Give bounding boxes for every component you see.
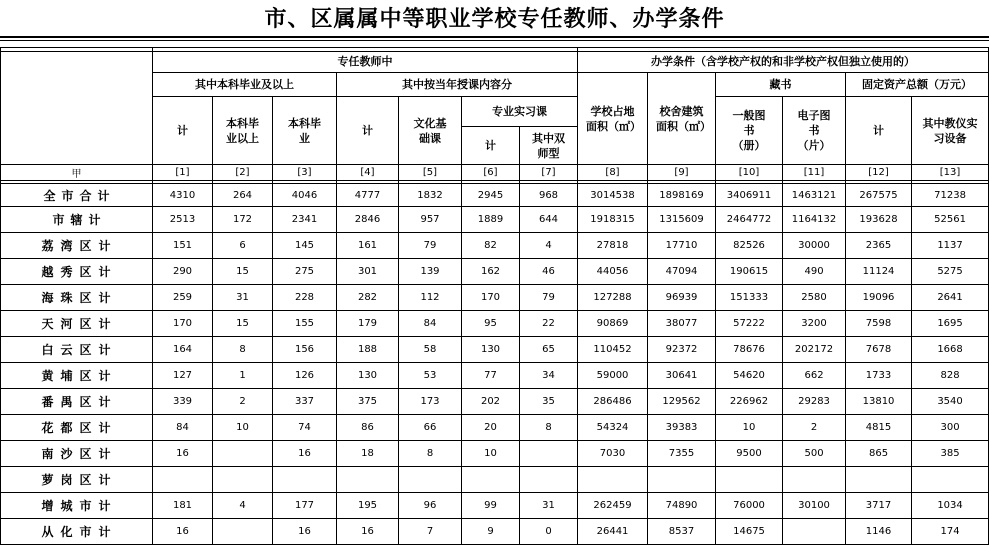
data-cell: 7355 [648,441,716,467]
data-cell: 957 [399,207,462,233]
data-cell: 162 [462,259,520,285]
data-cell: 35 [520,389,578,415]
table-row [1,259,989,285]
practice-group-header: 专业实习课 [462,97,578,127]
data-cell: 59000 [578,363,648,389]
column-index-row [1,165,989,181]
table-row [1,389,989,415]
table-row [1,493,989,519]
data-cell: 375 [337,389,399,415]
data-cell: 173 [399,389,462,415]
table-row [1,233,989,259]
data-cell: 3406911 [716,184,783,207]
data-cell: 130 [337,363,399,389]
data-cell: 130 [462,337,520,363]
data-cell: 164 [153,337,213,363]
data-cell: 151 [153,233,213,259]
data-cell: 27818 [578,233,648,259]
data-cell: 170 [462,285,520,311]
table-row [1,207,989,233]
data-cell: 95 [462,311,520,337]
data-cell: 34 [520,363,578,389]
column-index-cell: [2] [213,165,273,181]
data-cell: 16 [273,519,337,545]
data-cell: 1034 [912,493,989,519]
bachelor-header: 本科毕业 [273,97,337,165]
row-label: 天河区计 [1,311,153,337]
data-cell: 4046 [273,184,337,207]
data-cell: 259 [153,285,213,311]
table-row [1,415,989,441]
data-cell: 92372 [648,337,716,363]
above-bachelor-header: 本科毕业以上 [213,97,273,165]
practice-total-header: 计 [462,127,520,165]
row-label: 市辖计 [1,207,153,233]
column-index-cell: [13] [912,165,989,181]
data-cell [520,467,578,493]
data-cell: 264 [213,184,273,207]
column-index-cell: [4] [337,165,399,181]
data-cell: 8 [520,415,578,441]
table-row [1,441,989,467]
data-cell [337,467,399,493]
data-cell: 1137 [912,233,989,259]
data-cell: 31 [213,285,273,311]
data-cell: 26441 [578,519,648,545]
data-cell: 202172 [783,337,846,363]
data-cell: 226962 [716,389,783,415]
data-cell: 4815 [846,415,912,441]
teachers-group-header: 专任教师中 [153,52,578,73]
building-area-header: 校舍建筑面积（㎡） [648,73,716,165]
data-cell: 151333 [716,285,783,311]
data-cell: 3540 [912,389,989,415]
row-label-index: 甲 [1,165,153,181]
data-cell: 8 [213,337,273,363]
data-cell: 2513 [153,207,213,233]
row-label-header-blank [1,52,153,165]
data-cell: 76000 [716,493,783,519]
data-cell: 110452 [578,337,648,363]
data-cell [578,467,648,493]
data-cell: 38077 [648,311,716,337]
data-cell: 1832 [399,184,462,207]
data-cell: 145 [273,233,337,259]
data-cell: 174 [912,519,989,545]
data-cell: 90869 [578,311,648,337]
column-index-cell: [12] [846,165,912,181]
table-row [1,467,989,493]
column-index-cell: [5] [399,165,462,181]
culture-course-header: 文化基础课 [399,97,462,165]
data-cell: 2341 [273,207,337,233]
bachelor-group-header: 其中本科毕业及以上 [153,73,337,97]
title-rule-thin [0,40,989,41]
data-cell: 65 [520,337,578,363]
assets-group-header: 固定资产总额（万元） [846,73,989,97]
data-cell: 127 [153,363,213,389]
data-cell: 16 [153,441,213,467]
table-row [1,519,989,545]
data-cell: 172 [213,207,273,233]
data-cell: 8537 [648,519,716,545]
data-cell: 339 [153,389,213,415]
conditions-group-header: 办学条件（含学校产权的和非学校产权但独立使用的） [578,52,989,73]
data-cell: 30000 [783,233,846,259]
data-cell: 1695 [912,311,989,337]
data-cell: 18 [337,441,399,467]
row-label: 花都区计 [1,415,153,441]
table-row [1,337,989,363]
data-cell: 1463121 [783,184,846,207]
data-cell: 7678 [846,337,912,363]
data-cell: 19096 [846,285,912,311]
title-rule-thick [0,36,989,38]
column-index-cell: [1] [153,165,213,181]
data-cell: 3717 [846,493,912,519]
data-cell: 1 [213,363,273,389]
data-cell: 2 [783,415,846,441]
data-cell: 177 [273,493,337,519]
data-cell: 54620 [716,363,783,389]
row-label: 萝岗区计 [1,467,153,493]
data-cell: 57222 [716,311,783,337]
data-cell: 9500 [716,441,783,467]
data-cell: 1164132 [783,207,846,233]
data-cell: 79 [520,285,578,311]
data-cell: 126 [273,363,337,389]
data-cell: 1146 [846,519,912,545]
column-index-cell: [10] [716,165,783,181]
table-row [1,363,989,389]
data-cell: 282 [337,285,399,311]
data-cell: 5275 [912,259,989,285]
row-label: 南沙区计 [1,441,153,467]
data-cell: 99 [462,493,520,519]
data-cell: 500 [783,441,846,467]
data-cell: 10 [462,441,520,467]
data-cell [520,441,578,467]
data-cell: 2580 [783,285,846,311]
data-cell: 30100 [783,493,846,519]
data-cell: 39383 [648,415,716,441]
bachelor-total-header: 计 [153,97,213,165]
data-cell: 190615 [716,259,783,285]
data-cell: 86 [337,415,399,441]
data-cell: 193628 [846,207,912,233]
data-cell: 20 [462,415,520,441]
courses-group-header: 其中按当年授课内容分 [337,73,578,97]
data-cell: 112 [399,285,462,311]
data-cell: 22 [520,311,578,337]
data-cell: 66 [399,415,462,441]
column-index-cell: [8] [578,165,648,181]
data-cell: 53 [399,363,462,389]
data-cell: 181 [153,493,213,519]
data-cell: 3014538 [578,184,648,207]
data-cell: 179 [337,311,399,337]
data-cell: 644 [520,207,578,233]
header-row-1 [1,52,989,73]
data-cell: 16 [337,519,399,545]
data-cell: 1315609 [648,207,716,233]
assets-total-header: 计 [846,97,912,165]
data-cell: 865 [846,441,912,467]
data-cell [399,467,462,493]
data-cell [213,519,273,545]
data-cell: 82 [462,233,520,259]
data-cell [716,467,783,493]
data-cell: 0 [520,519,578,545]
data-cell: 161 [337,233,399,259]
data-cell: 385 [912,441,989,467]
column-index-cell: [6] [462,165,520,181]
data-cell: 1898169 [648,184,716,207]
data-cell: 4777 [337,184,399,207]
data-cell: 2464772 [716,207,783,233]
data-cell: 16 [153,519,213,545]
dual-teacher-header: 其中双师型 [520,127,578,165]
data-cell: 155 [273,311,337,337]
data-cell [912,467,989,493]
data-cell: 195 [337,493,399,519]
data-cell: 84 [399,311,462,337]
data-cell: 84 [153,415,213,441]
data-cell: 2846 [337,207,399,233]
data-cell [153,467,213,493]
column-index-cell: [7] [520,165,578,181]
data-cell: 17710 [648,233,716,259]
data-cell: 968 [520,184,578,207]
row-label: 荔湾区计 [1,233,153,259]
column-index-cell: [11] [783,165,846,181]
data-cell [783,519,846,545]
data-cell: 96939 [648,285,716,311]
data-cell: 7030 [578,441,648,467]
data-cell: 127288 [578,285,648,311]
data-cell: 78676 [716,337,783,363]
data-cell: 2641 [912,285,989,311]
data-cell: 15 [213,311,273,337]
table-row [1,184,989,207]
statistics-table [0,47,989,545]
data-cell: 1668 [912,337,989,363]
data-cell: 1889 [462,207,520,233]
table-row [1,285,989,311]
data-cell: 262459 [578,493,648,519]
data-cell: 9 [462,519,520,545]
data-cell: 8 [399,441,462,467]
land-area-header: 学校占地面积（㎡） [578,73,648,165]
data-cell [273,467,337,493]
data-cell: 139 [399,259,462,285]
data-cell: 52561 [912,207,989,233]
data-cell: 202 [462,389,520,415]
data-cell: 1918315 [578,207,648,233]
row-label: 从化市计 [1,519,153,545]
data-cell: 170 [153,311,213,337]
data-cell [213,441,273,467]
data-cell: 4 [520,233,578,259]
data-cell: 286486 [578,389,648,415]
data-cell: 71238 [912,184,989,207]
data-cell: 13810 [846,389,912,415]
data-cell: 1733 [846,363,912,389]
data-cell: 31 [520,493,578,519]
data-cell: 300 [912,415,989,441]
row-label: 全市合计 [1,184,153,207]
data-cell: 156 [273,337,337,363]
data-cell: 275 [273,259,337,285]
data-cell: 2945 [462,184,520,207]
data-cell: 828 [912,363,989,389]
data-cell: 6 [213,233,273,259]
data-cell: 7 [399,519,462,545]
data-cell: 7598 [846,311,912,337]
data-cell: 15 [213,259,273,285]
column-index-cell: [9] [648,165,716,181]
table-row [1,311,989,337]
page-title: 市、区属属中等职业学校专任教师、办学条件 [264,7,725,32]
row-label: 番禺区计 [1,389,153,415]
row-label: 增城市计 [1,493,153,519]
data-cell: 96 [399,493,462,519]
data-cell [783,467,846,493]
data-cell: 74890 [648,493,716,519]
data-cell: 2365 [846,233,912,259]
data-cell: 58 [399,337,462,363]
data-cell: 2 [213,389,273,415]
books-group-header: 藏书 [716,73,846,97]
data-cell: 129562 [648,389,716,415]
data-cell [213,467,273,493]
data-cell: 29283 [783,389,846,415]
data-cell: 30641 [648,363,716,389]
data-cell [846,467,912,493]
data-cell: 10 [213,415,273,441]
data-cell: 44056 [578,259,648,285]
equipment-header: 其中教仪实习设备 [912,97,989,165]
ebooks-header: 电子图书（片） [783,97,846,165]
data-cell: 14675 [716,519,783,545]
data-cell: 267575 [846,184,912,207]
row-label: 海珠区计 [1,285,153,311]
data-cell: 228 [273,285,337,311]
data-cell: 4310 [153,184,213,207]
data-cell: 16 [273,441,337,467]
data-cell: 10 [716,415,783,441]
data-cell: 301 [337,259,399,285]
data-cell: 337 [273,389,337,415]
data-cell: 3200 [783,311,846,337]
row-label: 越秀区计 [1,259,153,285]
data-cell: 4 [213,493,273,519]
data-cell: 82526 [716,233,783,259]
data-cell: 54324 [578,415,648,441]
data-cell: 11124 [846,259,912,285]
column-index-cell: [3] [273,165,337,181]
data-cell [648,467,716,493]
data-cell: 74 [273,415,337,441]
data-cell: 79 [399,233,462,259]
data-cell: 662 [783,363,846,389]
data-cell: 47094 [648,259,716,285]
data-cell: 290 [153,259,213,285]
data-cell: 188 [337,337,399,363]
row-label: 黄埔区计 [1,363,153,389]
data-cell [462,467,520,493]
data-cell: 490 [783,259,846,285]
books-header: 一般图书（册） [716,97,783,165]
data-cell: 46 [520,259,578,285]
row-label: 白云区计 [1,337,153,363]
data-cell: 77 [462,363,520,389]
courses-total-header: 计 [337,97,399,165]
